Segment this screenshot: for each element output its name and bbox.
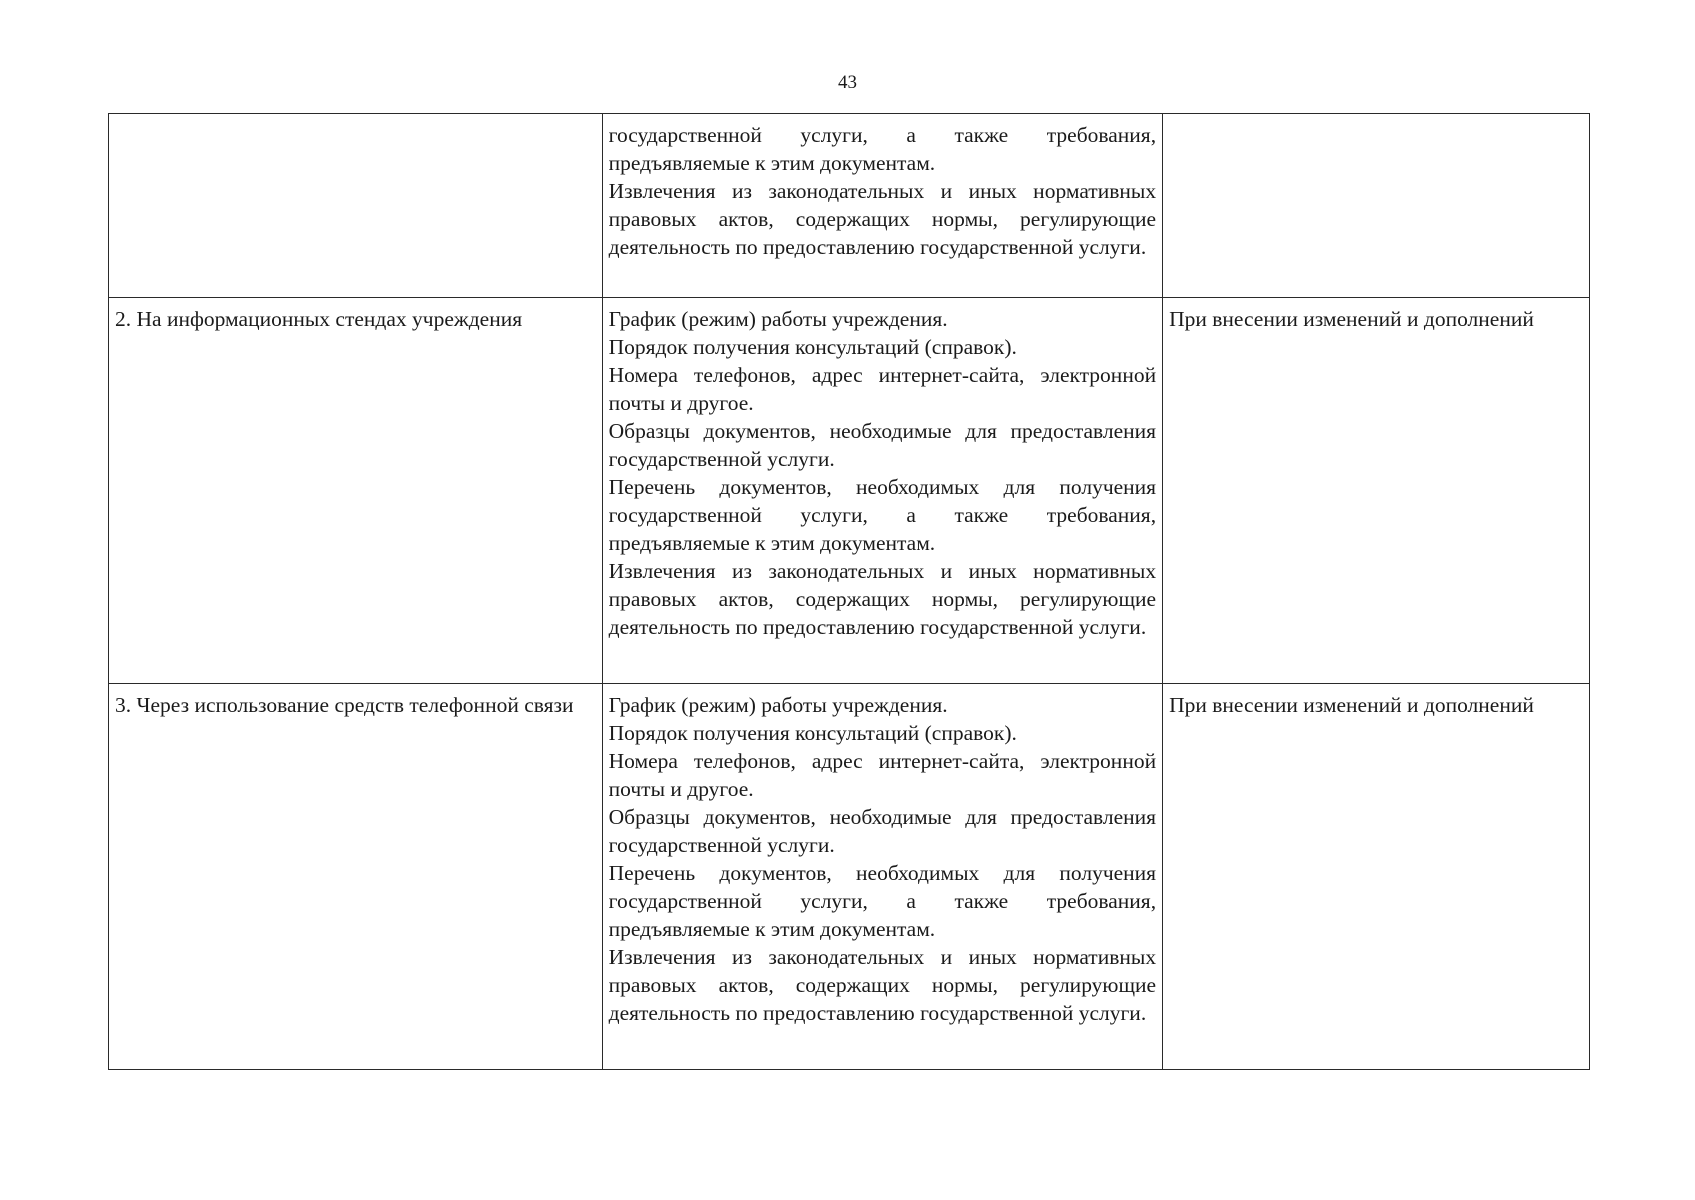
method-cell <box>109 114 603 298</box>
content-cell <box>602 114 1162 298</box>
content-paragraph: государственной услуги, а также требования, предъявляемые к этим документам. <box>608 123 1157 175</box>
update-text: При внесении изменений и дополнений <box>1169 693 1534 717</box>
update-cell <box>1163 684 1590 1070</box>
content-cell <box>602 684 1162 1070</box>
content-paragraph: Перечень документов, необходимых для получения государственной услуги, а также требования, предъявляемые к этим документам. <box>608 475 1157 555</box>
table-row <box>109 684 1590 1070</box>
table-row <box>109 298 1590 684</box>
content-paragraph: Извлечения из законодательных и иных нормативных правовых актов, содержащих нормы, регулирующие деятельность по предоставлению государственной услуги. <box>608 179 1157 259</box>
content-paragraph: Номера телефонов, адрес интернет-сайта, электронной почты и другое. <box>608 749 1157 801</box>
method-text: 2. На информационных стендах учреждения <box>115 307 523 331</box>
content-paragraph: Извлечения из законодательных и иных нормативных правовых актов, содержащих нормы, регулирующие деятельность по предоставлению государственной услуги. <box>608 559 1157 639</box>
content-paragraph: График (режим) работы учреждения. <box>608 307 948 331</box>
content-paragraph: Извлечения из законодательных и иных нормативных правовых актов, содержащих нормы, регулирующие деятельность по предоставлению государственной услуги. <box>608 945 1157 1025</box>
update-cell <box>1163 298 1590 684</box>
content-paragraph: Образцы документов, необходимые для предоставления государственной услуги. <box>608 419 1157 471</box>
update-text: При внесении изменений и дополнений <box>1169 307 1534 331</box>
method-text: 3. Через использование средств телефонной связи <box>115 693 574 717</box>
update-cell <box>1163 114 1590 298</box>
content-paragraph: Номера телефонов, адрес интернет-сайта, электронной почты и другое. <box>608 363 1157 415</box>
content-paragraph: Перечень документов, необходимых для получения государственной услуги, а также требования, предъявляемые к этим документам. <box>608 861 1157 941</box>
method-cell <box>109 298 603 684</box>
content-paragraph: Образцы документов, необходимые для предоставления государственной услуги. <box>608 805 1157 857</box>
content-paragraph: График (режим) работы учреждения. <box>608 693 948 717</box>
content-paragraph: Порядок получения консультаций (справок). <box>608 721 1017 745</box>
info-table <box>108 113 1590 1070</box>
content-cell <box>602 298 1162 684</box>
method-cell <box>109 684 603 1070</box>
page-number: 43 <box>838 72 857 93</box>
content-paragraph: Порядок получения консультаций (справок). <box>608 335 1017 359</box>
table-row <box>109 114 1590 298</box>
